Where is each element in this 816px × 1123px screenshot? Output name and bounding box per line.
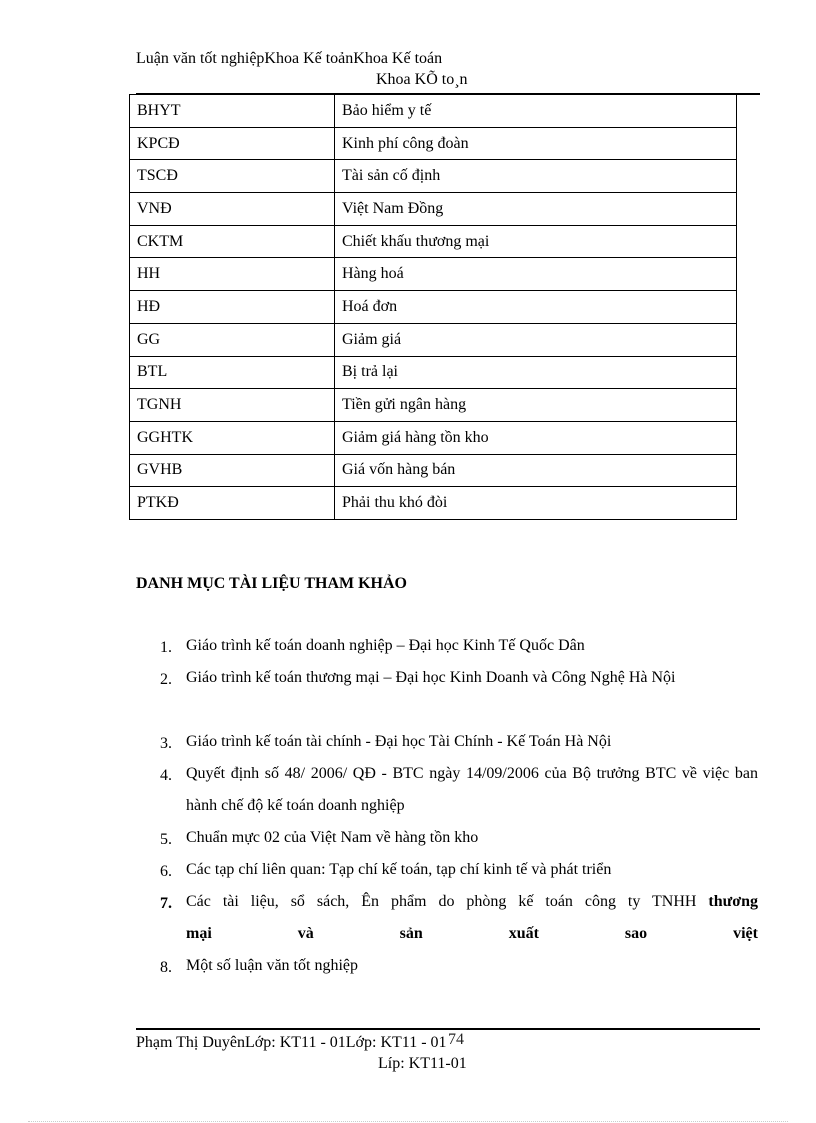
abbreviation-cell: CKTM bbox=[130, 225, 335, 258]
list-item-text: Một số luận văn tốt nghiệp bbox=[186, 957, 358, 974]
footer-line-1: Phạm Thị DuyênLớp: KT11 - 01Lớp: KT11 - 01 bbox=[136, 1034, 447, 1051]
list-item-text: Giáo trình kế toán tài chính - Đại học Tài Chính - Kế Toán Hà Nội bbox=[186, 733, 612, 750]
meaning-cell: Giá vốn hàng bán bbox=[335, 454, 737, 487]
table-row bbox=[130, 225, 737, 258]
bold-word: sao bbox=[624, 925, 648, 942]
list-item-number: 7. bbox=[160, 895, 172, 912]
header-line-1: Luận văn tốt nghiệpKhoa Kế toảnKhoa Kế toán bbox=[136, 50, 443, 67]
abbreviation-cell: GG bbox=[130, 323, 335, 356]
list-item-text: Giáo trình kế toán doanh nghiệp – Đại học Kinh Tế Quốc Dân bbox=[186, 637, 585, 654]
list-item bbox=[160, 950, 758, 982]
list-item bbox=[160, 662, 758, 694]
list-item bbox=[160, 726, 758, 758]
abbreviation-cell: TGNH bbox=[130, 389, 335, 422]
bold-word: mại bbox=[186, 925, 212, 942]
abbreviation-cell: KPCĐ bbox=[130, 127, 335, 160]
list-item-bold-line bbox=[186, 918, 758, 950]
list-item bbox=[160, 758, 758, 822]
header-line-2: Khoa KÕ to¸n bbox=[376, 71, 468, 88]
bold-word: xuất bbox=[508, 925, 539, 942]
abbreviation-cell: HH bbox=[130, 258, 335, 291]
abbreviation-cell: PTKĐ bbox=[130, 487, 335, 520]
page-number: 74 bbox=[448, 1031, 464, 1048]
meaning-cell: Giảm giá bbox=[335, 323, 737, 356]
list-item-text: Các tạp chí liên quan: Tạp chí kế toán, tạp chí kinh tế và phát triển bbox=[186, 861, 612, 878]
table-row bbox=[130, 160, 737, 193]
list-item-number: 2. bbox=[160, 671, 172, 688]
meaning-cell: Bị trả lại bbox=[335, 356, 737, 389]
meaning-cell: Hàng hoá bbox=[335, 258, 737, 291]
abbreviation-cell: BHYT bbox=[130, 95, 335, 128]
footer-rule bbox=[136, 1028, 760, 1030]
list-item-text: Các tài liệu, sổ sách, Ên phẩm do phòng kế toán công ty TNHH bbox=[186, 893, 697, 910]
table-row bbox=[130, 454, 737, 487]
meaning-cell: Việt Nam Đồng bbox=[335, 193, 737, 226]
list-item-number: 5. bbox=[160, 831, 172, 848]
table-row bbox=[130, 193, 737, 226]
list-item-number: 8. bbox=[160, 959, 172, 976]
table-row bbox=[130, 258, 737, 291]
abbreviation-cell: GVHB bbox=[130, 454, 335, 487]
list-item-number: 1. bbox=[160, 639, 172, 656]
list-item-bold-text: thương bbox=[708, 893, 759, 910]
abbreviation-table bbox=[129, 94, 737, 520]
footer-line-2: Líp: KT11-01 bbox=[378, 1055, 467, 1072]
table-row bbox=[130, 487, 737, 520]
table-row bbox=[130, 356, 737, 389]
list-item-number: 3. bbox=[160, 735, 172, 752]
list-item-number: 6. bbox=[160, 863, 172, 880]
meaning-cell: Phải thu khó đòi bbox=[335, 487, 737, 520]
list-item bbox=[160, 822, 758, 854]
abbreviation-cell: BTL bbox=[130, 356, 335, 389]
meaning-cell: Giảm giá hàng tồn kho bbox=[335, 421, 737, 454]
meaning-cell: Bảo hiểm y tế bbox=[335, 95, 737, 128]
table-row bbox=[130, 291, 737, 324]
bold-word: sản bbox=[399, 925, 423, 942]
list-item bbox=[160, 886, 758, 950]
meaning-cell: Tài sản cố định bbox=[335, 160, 737, 193]
table-row bbox=[130, 389, 737, 422]
meaning-cell: Chiết khấu thương mại bbox=[335, 225, 737, 258]
table-row bbox=[130, 127, 737, 160]
list-item-text: Giáo trình kế toán thương mại – Đại học Kinh Doanh và Công Nghệ Hà Nội bbox=[186, 669, 676, 686]
list-item-text: Chuẩn mực 02 của Việt Nam về hàng tồn kho bbox=[186, 829, 479, 846]
abbreviation-cell: VNĐ bbox=[130, 193, 335, 226]
bold-word: việt bbox=[733, 925, 758, 942]
list-item-text: Quyết định số 48/ 2006/ QĐ - BTC ngày 14/09/2006 của Bộ trưởng BTC về việc ban hành chế độ kế toán doanh nghiệp bbox=[186, 765, 758, 814]
list-item-number: 4. bbox=[160, 767, 172, 784]
list-item bbox=[160, 854, 758, 886]
meaning-cell: Kinh phí công đoàn bbox=[335, 127, 737, 160]
table-row bbox=[130, 421, 737, 454]
references-title: DANH MỤC TÀI LIỆU THAM KHẢO bbox=[136, 575, 407, 592]
abbreviation-cell: TSCĐ bbox=[130, 160, 335, 193]
abbreviation-cell: GGHTK bbox=[130, 421, 335, 454]
page-bottom-dots bbox=[28, 1121, 788, 1122]
abbreviation-cell: HĐ bbox=[130, 291, 335, 324]
list-item bbox=[160, 630, 758, 662]
meaning-cell: Tiền gửi ngân hàng bbox=[335, 389, 737, 422]
table-row bbox=[130, 95, 737, 128]
bold-word: và bbox=[297, 925, 314, 942]
meaning-cell: Hoá đơn bbox=[335, 291, 737, 324]
table-row bbox=[130, 323, 737, 356]
